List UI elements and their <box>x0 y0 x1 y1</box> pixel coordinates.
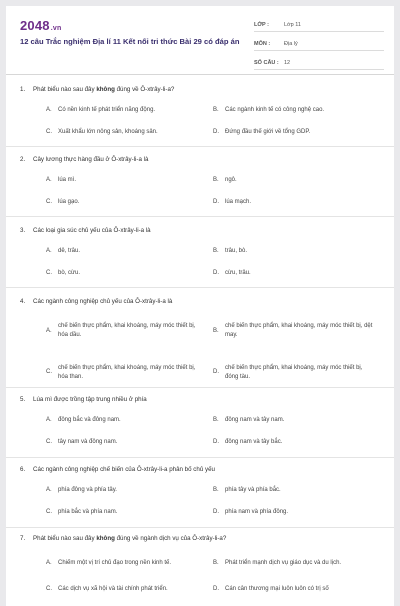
answer-option-c[interactable] <box>46 198 213 207</box>
question-text <box>33 156 148 165</box>
option-letter: B. <box>213 487 219 493</box>
question-text <box>33 535 226 544</box>
answer-option-b[interactable] <box>213 486 380 495</box>
meta-label: SỐ CÂU : <box>254 60 279 66</box>
question-stem <box>20 298 380 307</box>
question-divider <box>6 457 394 458</box>
question-text-pre: Lúa mì được trồng tập trung nhiều ở phía <box>33 396 147 403</box>
option-text: chế biến thực phẩm, khai khoáng, máy móc thiết bị, hóa dầu. <box>58 323 196 339</box>
answer-option-d[interactable] <box>213 269 380 278</box>
answer-option-b[interactable] <box>213 322 380 341</box>
option-text: tây nam và đông nam. <box>58 439 118 446</box>
question-stem <box>20 396 380 405</box>
option-letter: D. <box>213 369 219 376</box>
option-text: Các dịch vụ xã hội và tài chính phát triển. <box>58 586 168 593</box>
option-letter: B. <box>213 327 219 334</box>
option-letter: C. <box>46 270 52 277</box>
question-item <box>6 156 394 206</box>
meta-value: Địa lý <box>284 41 298 47</box>
option-text: Phát triển mạnh dịch vụ giáo dục và du lịch. <box>225 560 342 566</box>
answer-option-c[interactable] <box>46 269 213 278</box>
answer-option-b[interactable] <box>213 176 380 185</box>
option-text: phía nam và phía đông. <box>225 509 289 516</box>
option-text: phía bắc và phía nam. <box>58 509 118 516</box>
answer-option-c[interactable] <box>46 438 213 447</box>
option-letter: B. <box>213 560 219 566</box>
meta-row-count <box>254 54 384 70</box>
meta-row-subject <box>254 35 384 51</box>
option-text: Xuất khẩu lớn nông sản, khoáng sản. <box>58 129 158 136</box>
site-logo[interactable] <box>20 18 61 33</box>
question-divider <box>6 216 394 217</box>
question-text-post: đúng về Ô-xtrây-li-a? <box>114 86 175 93</box>
question-text <box>33 227 151 236</box>
question-stem <box>20 156 380 165</box>
question-text-emphasis: không <box>96 535 115 542</box>
option-text: phía tây và phía bắc. <box>225 487 281 493</box>
meta-value: Lớp 11 <box>284 22 301 28</box>
answer-options <box>33 416 380 448</box>
answer-options <box>33 322 380 382</box>
question-item <box>6 298 394 380</box>
question-number: 7. <box>20 535 26 542</box>
option-letter: D. <box>213 199 219 206</box>
option-letter: B. <box>213 248 219 254</box>
header-divider <box>6 74 394 75</box>
answer-option-b[interactable] <box>213 247 380 256</box>
question-text <box>33 86 174 95</box>
question-item <box>6 227 394 277</box>
answer-option-c[interactable] <box>46 585 213 594</box>
question-text <box>33 298 172 307</box>
question-text-pre: Phát biểu nào sau đây <box>33 86 97 93</box>
page-title: 12 câu Trắc nghiệm Địa lí 11 Kết nối tri thức Bài 29 có đáp án <box>20 37 240 46</box>
option-letter: A. <box>46 107 52 113</box>
answer-option-a[interactable] <box>46 176 213 185</box>
option-text: chế biến thực phẩm, khai khoáng, máy móc thiết bị, dệt may. <box>225 323 373 339</box>
option-text: trâu, bò. <box>225 248 248 254</box>
option-text: chế biến thực phẩm, khai khoáng, máy móc thiết bị, đóng tàu. <box>225 364 363 380</box>
question-text-pre: Cây lương thực hàng đầu ở Ô-xtrây-li-a là <box>33 156 149 163</box>
meta-row-grade <box>254 16 384 32</box>
option-text: bò, cừu. <box>58 270 81 277</box>
answer-options <box>33 106 380 138</box>
meta-label: MÔN : <box>254 41 271 47</box>
option-text: lúa gạo. <box>58 199 80 206</box>
option-text: cừu, trâu. <box>225 270 251 277</box>
answer-option-b[interactable] <box>213 559 380 568</box>
option-text: đông bắc và đông nam. <box>58 417 121 423</box>
answer-option-c[interactable] <box>46 364 213 383</box>
question-divider <box>6 387 394 388</box>
option-letter: D. <box>213 586 219 593</box>
option-letter: D. <box>213 270 219 277</box>
question-item <box>6 396 394 446</box>
question-item <box>6 466 394 516</box>
option-text: Cán cân thương mại luôn luôn có trị số <box>225 586 329 593</box>
logo-suffix: .vn <box>50 25 62 32</box>
document-header <box>6 6 394 72</box>
question-number: 3. <box>20 227 26 234</box>
option-letter: A. <box>46 487 52 493</box>
question-text-pre: Các ngành công nghiệp chế biến của Ô-xtrây-li-a phân bố chủ yếu <box>33 466 215 473</box>
answer-option-d[interactable] <box>213 508 380 517</box>
question-number: 6. <box>20 466 26 473</box>
question-divider <box>6 287 394 288</box>
question-divider <box>6 146 394 147</box>
answer-option-a[interactable] <box>46 559 213 568</box>
option-letter: A. <box>46 248 52 254</box>
question-text <box>33 396 147 405</box>
option-letter: D. <box>213 439 219 446</box>
option-letter: D. <box>213 509 219 516</box>
option-text: đông nam và tây nam. <box>225 417 285 423</box>
question-number: 1. <box>20 86 26 93</box>
document-page <box>6 6 394 606</box>
answer-option-b[interactable] <box>213 106 380 115</box>
answer-option-d[interactable] <box>213 128 380 137</box>
answer-option-d[interactable] <box>213 364 380 383</box>
option-letter: C. <box>46 586 52 593</box>
answer-options <box>33 247 380 279</box>
answer-option-a[interactable] <box>46 106 213 115</box>
option-letter: C. <box>46 199 52 206</box>
document-meta <box>254 16 384 73</box>
answer-option-a[interactable] <box>46 247 213 256</box>
answer-option-d[interactable] <box>213 585 380 594</box>
option-letter: C. <box>46 369 52 376</box>
option-letter: B. <box>213 417 219 423</box>
answer-option-c[interactable] <box>46 508 213 517</box>
answer-option-c[interactable] <box>46 128 213 137</box>
option-letter: A. <box>46 560 52 566</box>
question-number: 5. <box>20 396 26 403</box>
question-item <box>6 535 394 593</box>
option-text: Chiếm một vị trí chủ đạo trong nền kinh tế. <box>58 560 172 566</box>
question-text-post: đúng về ngành dịch vụ của Ô-xtrây-li-a? <box>114 535 227 542</box>
answer-option-a[interactable] <box>46 486 213 495</box>
answer-option-a[interactable] <box>46 416 213 425</box>
option-text: Các ngành kinh tế có công nghệ cao. <box>225 107 325 113</box>
meta-value: 12 <box>284 60 291 66</box>
option-text: lúa mì. <box>58 177 77 183</box>
option-letter: D. <box>213 129 219 136</box>
question-stem <box>20 227 380 236</box>
option-text: đông nam và tây bắc. <box>225 439 283 446</box>
option-letter: C. <box>46 509 52 516</box>
answer-option-d[interactable] <box>213 438 380 447</box>
option-letter: A. <box>46 417 52 423</box>
answer-options <box>33 176 380 208</box>
logo-text: 2048 <box>20 18 50 33</box>
question-stem <box>20 466 380 475</box>
question-divider <box>6 527 394 528</box>
option-letter: B. <box>213 177 219 183</box>
option-text: dê, trâu. <box>58 248 81 254</box>
question-number: 2. <box>20 156 26 163</box>
question-item <box>6 86 394 136</box>
question-stem <box>20 535 380 544</box>
question-text-emphasis: không <box>96 86 115 93</box>
option-text: chế biến thực phẩm, khai khoáng, máy móc thiết bị, hóa than. <box>58 364 196 380</box>
answer-options <box>33 559 380 595</box>
option-text: phía đông và phía tây. <box>58 487 117 493</box>
answer-option-a[interactable] <box>46 322 213 341</box>
question-text-pre: Các loại gia súc chủ yếu của Ô-xtrây-li-a là <box>33 227 151 234</box>
question-number: 4. <box>20 298 26 305</box>
option-letter: A. <box>46 327 52 334</box>
option-letter: C. <box>46 129 52 136</box>
answer-option-b[interactable] <box>213 416 380 425</box>
question-text-pre: Các ngành công nghiệp chủ yếu của Ô-xtrây-li-a là <box>33 298 173 305</box>
answer-option-d[interactable] <box>213 198 380 207</box>
meta-label: LỚP : <box>254 22 269 28</box>
option-letter: A. <box>46 177 52 183</box>
answer-options <box>33 486 380 518</box>
option-letter: B. <box>213 107 219 113</box>
option-text: Có nền kinh tế phát triển năng động. <box>58 107 156 113</box>
option-text: ngô. <box>225 177 237 183</box>
question-text <box>33 466 215 475</box>
option-text: lúa mạch. <box>225 199 252 206</box>
option-letter: C. <box>46 439 52 446</box>
option-text: Đứng đầu thế giới về tổng GDP. <box>225 129 311 136</box>
question-text-pre: Phát biểu nào sau đây <box>33 535 97 542</box>
question-stem <box>20 86 380 95</box>
